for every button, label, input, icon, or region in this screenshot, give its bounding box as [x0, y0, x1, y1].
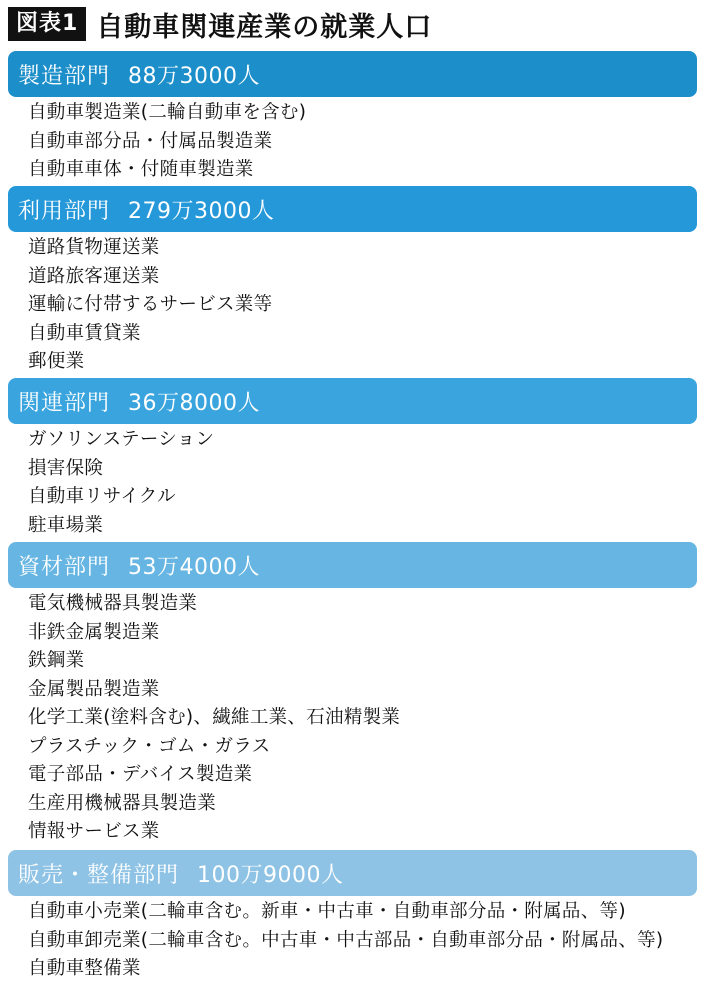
section-name: 販売・整備部門 — [18, 862, 180, 888]
list-item: 駐車場業 — [28, 514, 104, 536]
section-name: 関連部門 — [18, 390, 111, 416]
industry-list — [8, 898, 697, 984]
figure-title: 自動車関連産業の就業人口 — [96, 11, 433, 43]
industry-list — [8, 590, 697, 847]
section-sales-maintenance — [8, 850, 697, 984]
section-name: 資材部門 — [18, 554, 111, 580]
industry-list — [8, 426, 697, 540]
list-item: 化学工業(塗料含む)、繊維工業、石油精製業 — [28, 707, 401, 728]
list-item: 自動車車体・付随車製造業 — [28, 159, 254, 180]
section-count: 53万4000人 — [128, 554, 260, 580]
section-header — [8, 850, 697, 896]
section-name: 製造部門 — [18, 63, 111, 89]
figure-badge: 図表1 — [8, 7, 86, 41]
section-header — [8, 542, 697, 588]
list-item: 自動車賃貸業 — [28, 322, 141, 344]
section-name: 利用部門 — [18, 198, 111, 224]
section-header — [8, 186, 697, 232]
list-item: 自動車リサイクル — [28, 486, 176, 507]
section-header — [8, 51, 697, 97]
section-count: 36万8000人 — [128, 390, 260, 416]
list-item: 情報サービス業 — [28, 821, 160, 842]
list-item: 自動車卸売業(二輪車含む。中古車・中古部品・自動車部分品・附属品、等) — [28, 929, 664, 951]
list-item: 自動車部分品・付属品製造業 — [28, 130, 273, 152]
section-related — [8, 378, 697, 540]
list-item: 自動車整備業 — [28, 958, 141, 979]
list-item: 非鉄金属製造業 — [28, 621, 160, 643]
section-count: 279万3000人 — [128, 198, 275, 224]
section-header — [8, 378, 697, 424]
figure-header — [8, 6, 432, 42]
list-item: 電気機械器具製造業 — [28, 593, 198, 614]
section-count: 100万9000人 — [197, 862, 344, 888]
section-count: 88万3000人 — [128, 63, 260, 89]
section-usage — [8, 186, 697, 377]
list-item: ガソリンステーション — [28, 429, 215, 450]
list-item: 道路貨物運送業 — [28, 237, 160, 258]
industry-list — [8, 234, 697, 377]
list-item: 運輸に付帯するサービス業等 — [28, 294, 273, 315]
list-item: 自動車製造業(二輪自動車を含む) — [28, 102, 307, 123]
list-item: 生産用機械器具製造業 — [28, 792, 217, 814]
section-materials — [8, 542, 697, 847]
industry-list — [8, 99, 697, 185]
list-item: 金属製品製造業 — [28, 678, 160, 700]
list-item: 損害保険 — [28, 457, 104, 479]
list-item: 自動車小売業(二輪車含む。新車・中古車・自動車部分品・附属品、等) — [28, 901, 626, 922]
list-item: 電子部品・デバイス製造業 — [28, 764, 253, 785]
list-item: 道路旅客運送業 — [28, 265, 160, 287]
list-item: プラスチック・ゴム・ガラス — [28, 735, 271, 757]
list-item: 郵便業 — [28, 351, 85, 372]
list-item: 鉄鋼業 — [28, 650, 85, 671]
section-manufacturing — [8, 51, 697, 185]
